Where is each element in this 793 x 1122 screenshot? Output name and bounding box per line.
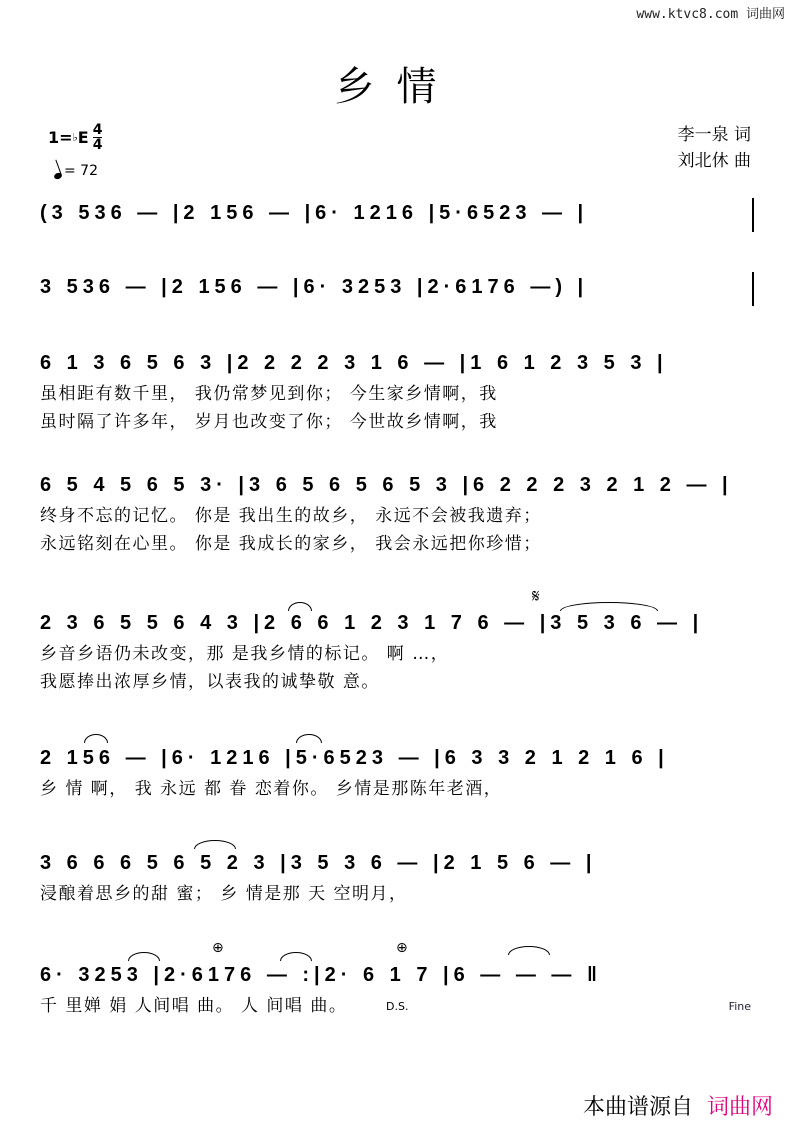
tempo-marking	[54, 163, 98, 179]
score-system-1	[40, 198, 755, 228]
lyric-verse-1: 虽相距有数千里， 我仍常梦见到你； 今生家乡情啊，我	[40, 384, 498, 404]
score-system-6	[40, 743, 755, 801]
notation-line: 3 536 — |2 156 — |6· 3253 |2·6176 —) |	[40, 276, 589, 298]
key-signature	[48, 123, 102, 152]
meter-bottom: 4	[92, 137, 103, 153]
score-system-2	[40, 272, 755, 302]
composer: 刘北休 曲	[677, 151, 751, 171]
flat-sign: ♭	[72, 131, 78, 144]
score-system-4	[40, 470, 755, 556]
lyricist: 李一泉 词	[677, 125, 751, 145]
credits	[678, 122, 751, 174]
notation-line: 6· 3253 |2·6176 — :|2· 6 1 7 |6 — — — ‖	[40, 964, 602, 986]
slur-mark	[84, 734, 108, 743]
slur-mark	[508, 946, 550, 955]
dal-segno-mark: D.S.	[386, 1000, 409, 1013]
lyric-verse-1: 浸酿着思乡的甜 蜜； 乡 情是那 天 空明月，	[40, 884, 408, 904]
score-system-7	[40, 848, 755, 906]
lyric-verse-2: 我愿捧出浓厚乡情，以表我的诚挚敬 意。	[40, 672, 380, 692]
lyric-verse-2: 永远铭刻在心里。 你是 我成长的家乡， 我会永远把你珍惜；	[40, 534, 542, 554]
meter-top: 4	[92, 122, 103, 138]
lyric-verse-1: 千 里婵 娟 人间唱 曲。 人 间唱 曲。	[40, 996, 348, 1016]
notation-line: 6 5 4 5 6 5 3· |3 6 5 6 5 6 5 3 |6 2 2 2 3 2 1 2 — |	[40, 474, 733, 496]
lyric-verse-2: 虽时隔了许多年， 岁月也改变了你； 今世故乡情啊，我	[40, 412, 498, 432]
lyric-verse-1: 乡音乡语仍未改变，那 是我乡情的标记。 啊 …，	[40, 644, 450, 664]
bar-line	[752, 272, 754, 306]
lyric-verse-1: 乡 情 啊， 我 永远 都 眷 恋着你。 乡情是那陈年老酒，	[40, 779, 503, 799]
source-credit	[583, 1090, 773, 1121]
notation-line: 6 1 3 6 5 6 3 |2 2 2 2 3 1 6 — |1 6 1 2 3 5 3 |	[40, 352, 668, 374]
key-tonic: E	[77, 128, 89, 147]
coda-sign: ⊕	[212, 940, 224, 956]
notation-line: 2 156 — |6· 1216 |5·6523 — |6 3 3 2 1 2 1 6 |	[40, 747, 669, 769]
quarter-note-icon	[53, 172, 63, 180]
coda-sign: ⊕	[396, 940, 408, 956]
segno-sign: 𝄋	[532, 586, 540, 607]
lyric-verse-1: 终身不忘的记忆。 你是 我出生的故乡， 永远不会被我遗弃；	[40, 506, 542, 526]
notation-line: (3 536 — |2 156 — |6· 1216 |5·6523 — |	[40, 202, 589, 224]
score-system-3	[40, 348, 755, 434]
fine-mark: Fine	[728, 1000, 751, 1013]
tempo-value: = 72	[64, 163, 98, 179]
notation-line: 2 3 6 5 5 6 4 3 |2 6 6 1 2 3 1 7 6 — |3 5 3 6 — |	[40, 612, 704, 634]
key-do: 1=	[48, 128, 73, 147]
source-brand-link[interactable]: 词曲网	[706, 1095, 773, 1120]
source-label: 本曲谱源自	[582, 1095, 693, 1120]
score-system-5	[40, 608, 755, 694]
time-signature	[93, 123, 103, 152]
notation-line: 3 6 6 6 5 6 5 2 3 |3 5 3 6 — |2 1 5 6 — |	[40, 852, 597, 874]
site-url[interactable]: www.ktvc8.com 词曲网	[636, 7, 785, 22]
song-title: 乡情	[334, 64, 459, 110]
bar-line	[752, 198, 754, 232]
slur-mark	[296, 734, 322, 743]
